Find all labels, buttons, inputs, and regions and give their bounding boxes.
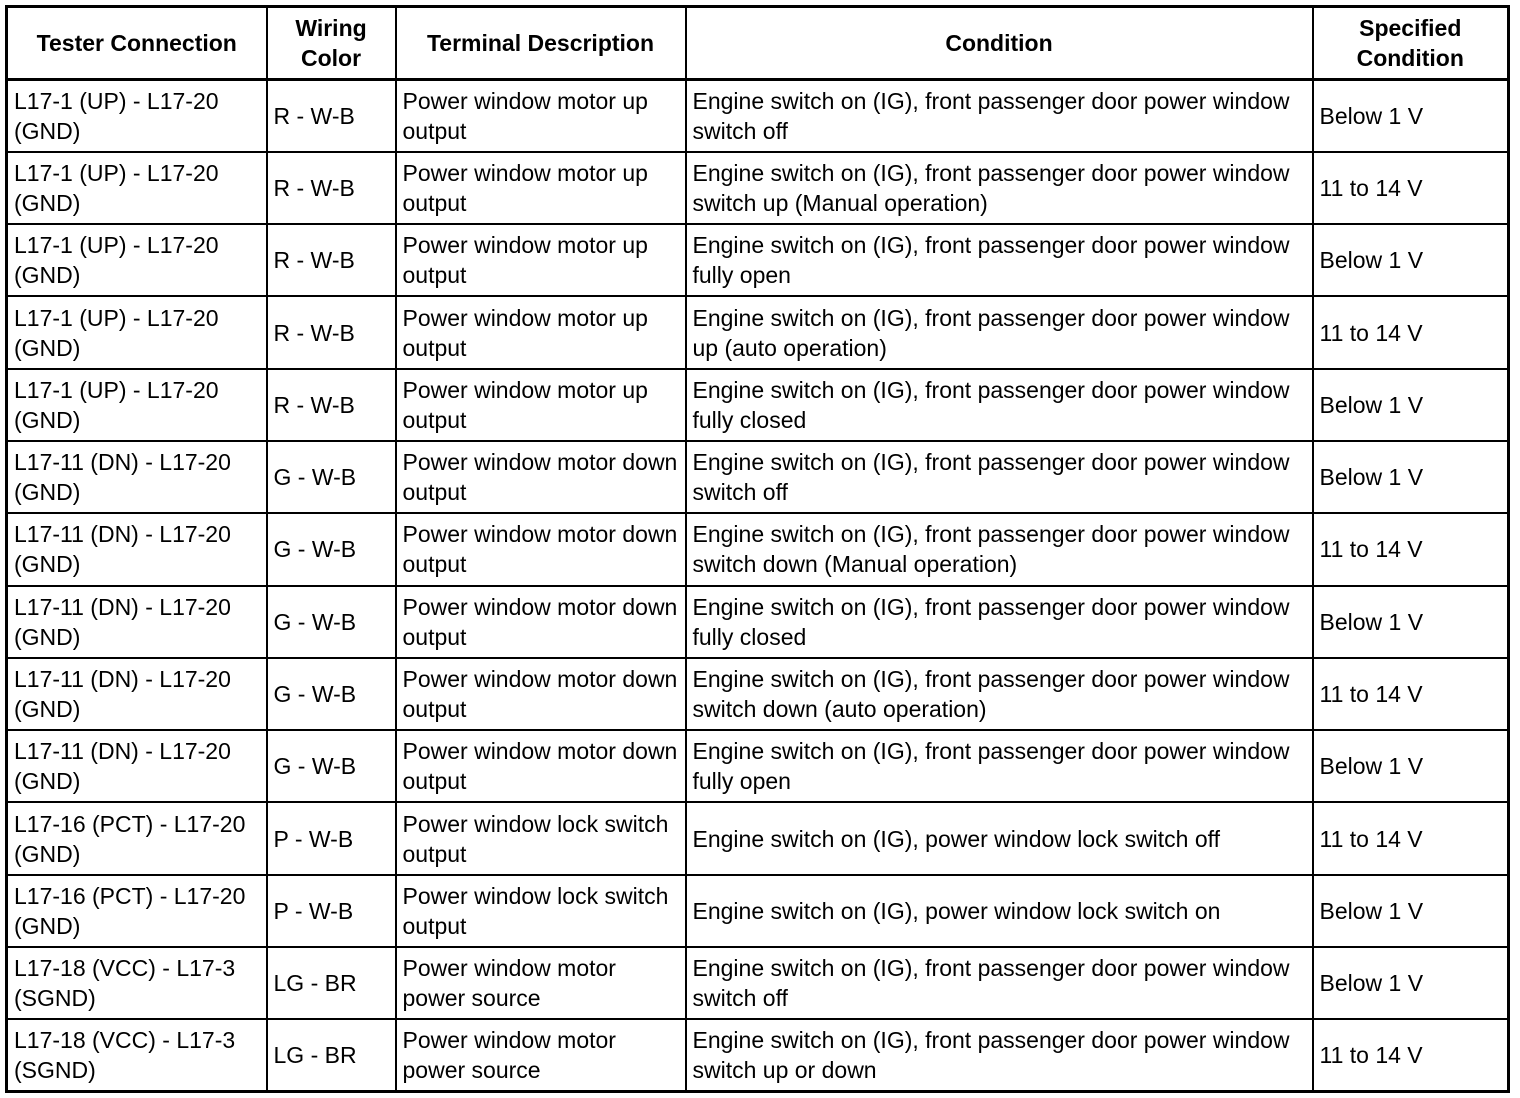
cell-tester-connection: L17-1 (UP) - L17-20 (GND): [7, 369, 267, 441]
cell-condition: Engine switch on (IG), front passenger door power window switch down (Manual operation): [686, 513, 1313, 585]
cell-terminal-description: Power window motor down output: [396, 586, 686, 658]
cell-terminal-description: Power window motor up output: [396, 296, 686, 368]
cell-condition: Engine switch on (IG), front passenger door power window fully closed: [686, 586, 1313, 658]
cell-terminal-description: Power window lock switch output: [396, 875, 686, 947]
cell-terminal-description: Power window motor up output: [396, 152, 686, 224]
cell-terminal-description: Power window lock switch output: [396, 802, 686, 874]
table-row: [7, 658, 1509, 730]
cell-specified-condition: Below 1 V: [1313, 875, 1509, 947]
cell-terminal-description: Power window motor down output: [396, 441, 686, 513]
header-wiring-color: Wiring Color: [267, 7, 396, 80]
table-row: [7, 586, 1509, 658]
header-specified-condition: Specified Condition: [1313, 7, 1509, 80]
cell-tester-connection: L17-1 (UP) - L17-20 (GND): [7, 80, 267, 152]
cell-specified-condition: 11 to 14 V: [1313, 802, 1509, 874]
cell-specified-condition: 11 to 14 V: [1313, 513, 1509, 585]
cell-wiring-color: P - W-B: [267, 875, 396, 947]
table-row: [7, 152, 1509, 224]
table-row: [7, 224, 1509, 296]
table-row: [7, 441, 1509, 513]
cell-wiring-color: R - W-B: [267, 152, 396, 224]
cell-tester-connection: L17-16 (PCT) - L17-20 (GND): [7, 802, 267, 874]
cell-specified-condition: Below 1 V: [1313, 947, 1509, 1019]
cell-tester-connection: L17-1 (UP) - L17-20 (GND): [7, 296, 267, 368]
table-row: [7, 802, 1509, 874]
cell-tester-connection: L17-11 (DN) - L17-20 (GND): [7, 730, 267, 802]
cell-specified-condition: 11 to 14 V: [1313, 658, 1509, 730]
cell-tester-connection: L17-18 (VCC) - L17-3 (SGND): [7, 1019, 267, 1091]
cell-condition: Engine switch on (IG), front passenger door power window up (auto operation): [686, 296, 1313, 368]
cell-terminal-description: Power window motor up output: [396, 80, 686, 152]
table-body: [7, 80, 1509, 1092]
cell-terminal-description: Power window motor power source: [396, 1019, 686, 1091]
cell-wiring-color: P - W-B: [267, 802, 396, 874]
cell-wiring-color: R - W-B: [267, 296, 396, 368]
cell-wiring-color: LG - BR: [267, 1019, 396, 1091]
cell-tester-connection: L17-11 (DN) - L17-20 (GND): [7, 441, 267, 513]
cell-condition: Engine switch on (IG), front passenger door power window switch off: [686, 441, 1313, 513]
cell-condition: Engine switch on (IG), power window lock switch off: [686, 802, 1313, 874]
cell-tester-connection: L17-11 (DN) - L17-20 (GND): [7, 586, 267, 658]
cell-condition: Engine switch on (IG), front passenger door power window switch down (auto operation): [686, 658, 1313, 730]
cell-wiring-color: LG - BR: [267, 947, 396, 1019]
header-terminal-description: Terminal Description: [396, 7, 686, 80]
cell-specified-condition: Below 1 V: [1313, 586, 1509, 658]
cell-wiring-color: G - W-B: [267, 441, 396, 513]
table-row: [7, 875, 1509, 947]
table-header: [7, 7, 1509, 80]
cell-specified-condition: 11 to 14 V: [1313, 152, 1509, 224]
cell-specified-condition: 11 to 14 V: [1313, 1019, 1509, 1091]
header-tester-connection: Tester Connection: [7, 7, 267, 80]
cell-wiring-color: G - W-B: [267, 730, 396, 802]
cell-specified-condition: Below 1 V: [1313, 369, 1509, 441]
table-row: [7, 513, 1509, 585]
cell-condition: Engine switch on (IG), front passenger door power window switch off: [686, 80, 1313, 152]
header-condition: Condition: [686, 7, 1313, 80]
cell-specified-condition: 11 to 14 V: [1313, 296, 1509, 368]
cell-terminal-description: Power window motor down output: [396, 513, 686, 585]
cell-wiring-color: R - W-B: [267, 224, 396, 296]
terminal-spec-table: [5, 5, 1510, 1093]
cell-condition: Engine switch on (IG), front passenger door power window fully open: [686, 730, 1313, 802]
cell-terminal-description: Power window motor down output: [396, 730, 686, 802]
cell-condition: Engine switch on (IG), front passenger door power window fully open: [686, 224, 1313, 296]
cell-tester-connection: L17-18 (VCC) - L17-3 (SGND): [7, 947, 267, 1019]
cell-terminal-description: Power window motor power source: [396, 947, 686, 1019]
cell-specified-condition: Below 1 V: [1313, 80, 1509, 152]
cell-tester-connection: L17-1 (UP) - L17-20 (GND): [7, 152, 267, 224]
cell-specified-condition: Below 1 V: [1313, 441, 1509, 513]
cell-tester-connection: L17-11 (DN) - L17-20 (GND): [7, 513, 267, 585]
table-row: [7, 730, 1509, 802]
cell-condition: Engine switch on (IG), front passenger door power window switch up (Manual operation): [686, 152, 1313, 224]
table-row: [7, 1019, 1509, 1091]
cell-terminal-description: Power window motor up output: [396, 369, 686, 441]
cell-specified-condition: Below 1 V: [1313, 730, 1509, 802]
table-row: [7, 947, 1509, 1019]
cell-terminal-description: Power window motor up output: [396, 224, 686, 296]
cell-tester-connection: L17-11 (DN) - L17-20 (GND): [7, 658, 267, 730]
header-row: [7, 7, 1509, 80]
cell-wiring-color: R - W-B: [267, 80, 396, 152]
cell-condition: Engine switch on (IG), front passenger door power window switch up or down: [686, 1019, 1313, 1091]
table-row: [7, 369, 1509, 441]
cell-tester-connection: L17-1 (UP) - L17-20 (GND): [7, 224, 267, 296]
cell-wiring-color: R - W-B: [267, 369, 396, 441]
cell-condition: Engine switch on (IG), front passenger door power window switch off: [686, 947, 1313, 1019]
cell-condition: Engine switch on (IG), front passenger door power window fully closed: [686, 369, 1313, 441]
cell-specified-condition: Below 1 V: [1313, 224, 1509, 296]
table-row: [7, 80, 1509, 152]
cell-condition: Engine switch on (IG), power window lock switch on: [686, 875, 1313, 947]
cell-wiring-color: G - W-B: [267, 586, 396, 658]
table-row: [7, 296, 1509, 368]
cell-wiring-color: G - W-B: [267, 513, 396, 585]
cell-wiring-color: G - W-B: [267, 658, 396, 730]
cell-tester-connection: L17-16 (PCT) - L17-20 (GND): [7, 875, 267, 947]
cell-terminal-description: Power window motor down output: [396, 658, 686, 730]
